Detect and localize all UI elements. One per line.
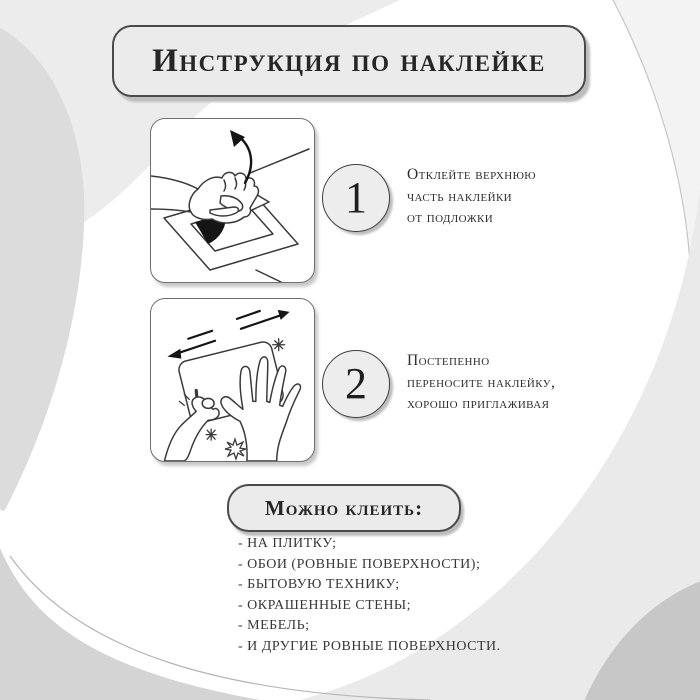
step2-line: Постепенно [407, 352, 490, 369]
step1-number: 1 [345, 173, 367, 222]
step1-line: Отклейте верхнюю [407, 166, 536, 183]
table-edge-line [250, 149, 309, 173]
step2-number: 2 [345, 359, 367, 408]
step2-number-badge [322, 350, 390, 418]
list-item: - ОБОИ (РОВНЫЕ ПОВЕРХНОСТИ); [238, 556, 481, 572]
hand-peeling-icon [189, 172, 258, 223]
surfaces-heading-pill [227, 484, 461, 532]
peel-corner-illustration [151, 119, 314, 282]
slide-arrows-icon [167, 310, 289, 359]
title-banner [112, 25, 586, 97]
step1-line: от подложки [407, 209, 494, 226]
step1-description [407, 164, 536, 229]
step2-line: переносите наклейку, [407, 373, 556, 391]
step1-line: часть наклейки [407, 187, 513, 205]
step2-line: хорошо приглаживая [407, 395, 550, 412]
forearm-line [151, 176, 198, 189]
list-item: - И ДРУГИЕ РОВНЫЕ ПОВЕРХНОСТИ. [238, 638, 501, 654]
thumb-tip [202, 398, 214, 408]
smooth-with-hands-illustration [151, 299, 314, 461]
step2-illustration-box [150, 298, 315, 462]
list-item: - ОКРАШЕННЫЕ СТЕНЫ; [238, 597, 412, 613]
step1-illustration-box [150, 118, 315, 283]
table-front-line [256, 270, 281, 282]
page-title: Инструкция по наклейке [152, 42, 546, 79]
surfaces-list [238, 534, 501, 657]
list-item: - МЕБЕЛЬ; [238, 618, 310, 633]
list-item: - БЫТОВУЮ ТЕХНИКУ; [238, 577, 400, 592]
step1-number-badge [322, 164, 390, 232]
step2-description [407, 350, 555, 415]
surfaces-heading: Можно клеить: [264, 495, 424, 520]
list-item: - НА ПЛИТКУ; [238, 536, 337, 551]
